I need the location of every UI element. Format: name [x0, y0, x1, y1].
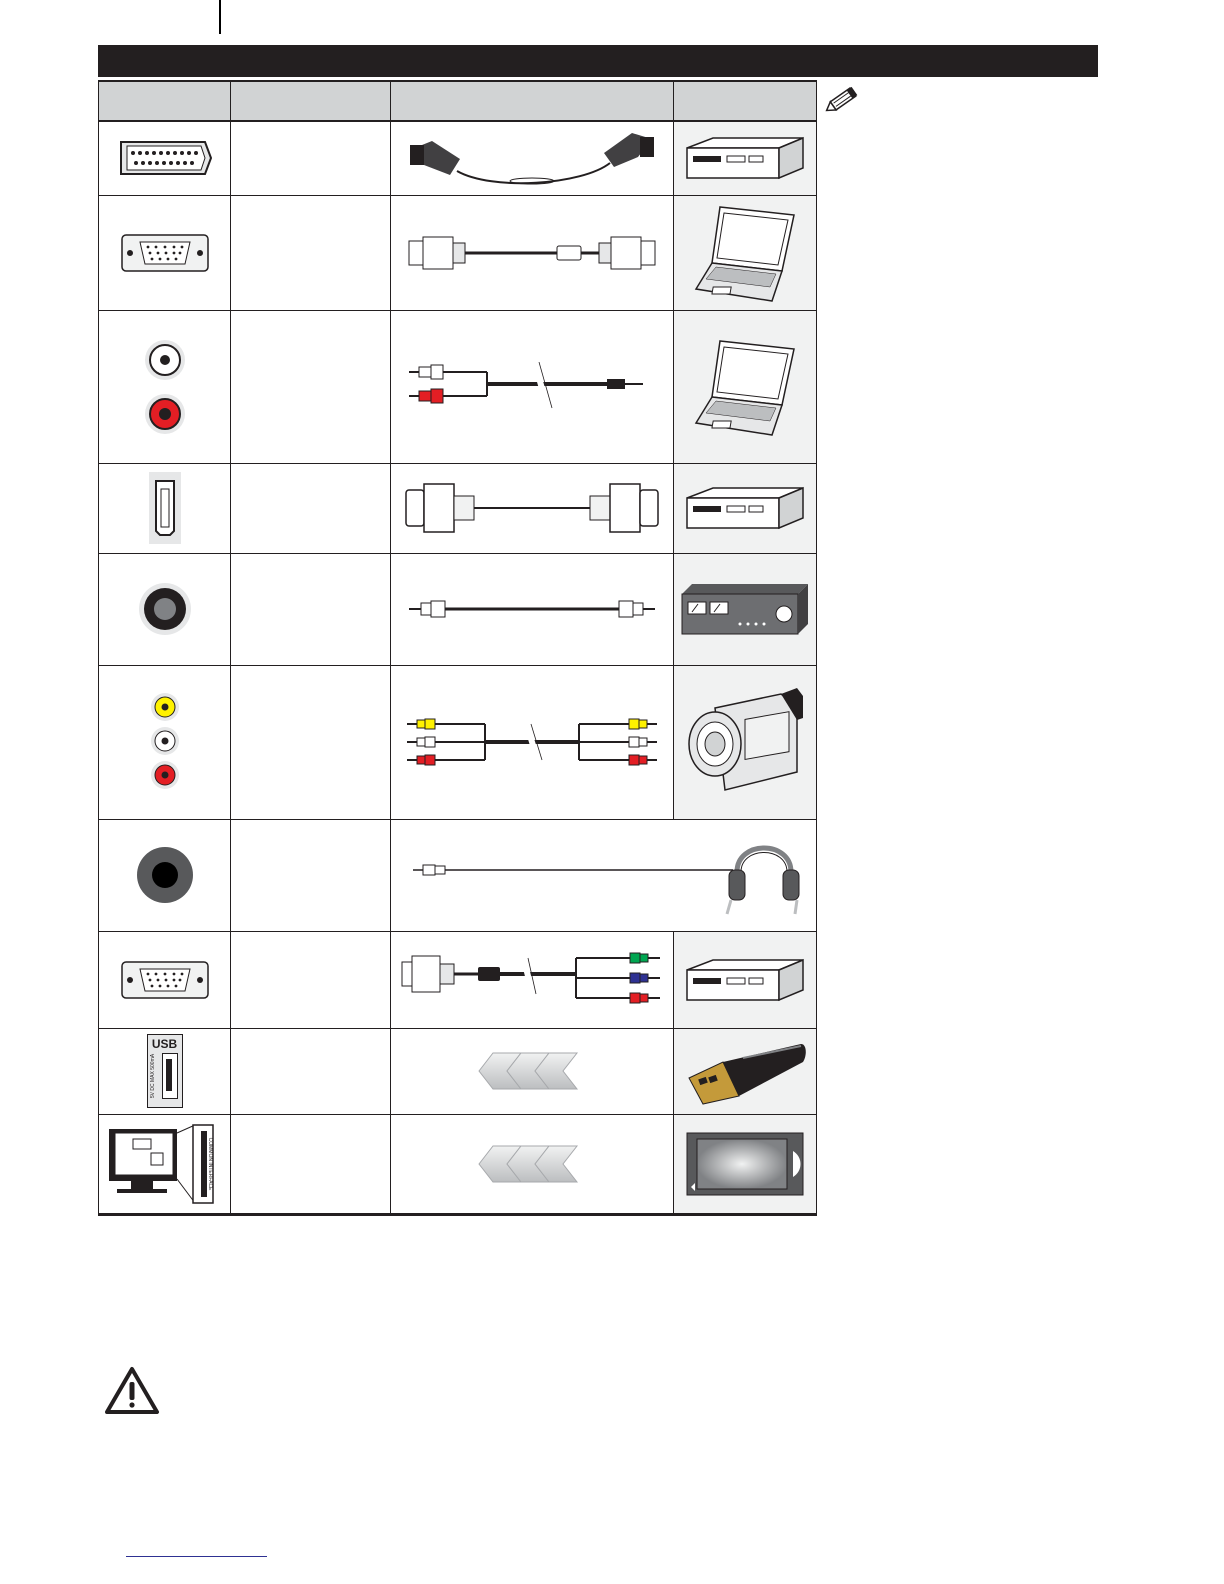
- av-cable-icon: [391, 665, 674, 819]
- type-cell: [231, 195, 391, 310]
- vga-cable-icon: [391, 195, 674, 310]
- top-rule: [219, 0, 221, 34]
- coaxial-cable-icon: [391, 553, 674, 665]
- video-recorder-icon: [674, 121, 817, 195]
- spdif-coaxial-socket-icon: [99, 553, 231, 665]
- table-row: [99, 310, 817, 463]
- header-type: [231, 81, 391, 121]
- ypbpr-cable-icon: [391, 931, 674, 1028]
- section-title-bar: [98, 45, 1098, 77]
- pencil-icon: [823, 82, 863, 116]
- laptop-icon: [674, 310, 817, 463]
- header-device: [674, 81, 817, 121]
- table-row: [99, 553, 817, 665]
- type-cell: [231, 1114, 391, 1214]
- camcorder-icon: [674, 665, 817, 819]
- connection-table: [98, 80, 817, 1216]
- type-cell: [231, 931, 391, 1028]
- usb-label: USB: [151, 1037, 178, 1051]
- audio-rca-white-red-socket-icon: [99, 310, 231, 463]
- usb-side-label: 5V DC MAX 500mA: [149, 1053, 156, 1099]
- type-cell: [231, 553, 391, 665]
- table-row: [99, 463, 817, 553]
- scart-socket-icon: [99, 121, 231, 195]
- type-cell: [231, 310, 391, 463]
- type-cell: [231, 819, 391, 931]
- table-header-row: [99, 81, 817, 121]
- ci-slot-icon: [99, 1114, 231, 1214]
- headphone-cable-icon: [391, 819, 817, 931]
- type-cell: [231, 121, 391, 195]
- ci-slot-label: COMMON INTERFACE: [206, 1137, 213, 1190]
- header-connector: [99, 81, 231, 121]
- audio-to-jack-cable-icon: [391, 310, 674, 463]
- insert-arrows-icon: [391, 1114, 674, 1214]
- vga-socket-icon: [99, 195, 231, 310]
- warning-triangle-icon: [104, 1366, 160, 1416]
- table-row: [99, 121, 817, 195]
- hdmi-cable-icon: [391, 463, 674, 553]
- type-cell: [231, 665, 391, 819]
- table-row: [99, 931, 817, 1028]
- table-row: [99, 665, 817, 819]
- usb-stick-icon: [674, 1028, 817, 1114]
- video-recorder-icon: [674, 463, 817, 553]
- vga-socket-icon: [99, 931, 231, 1028]
- table-row: [99, 1114, 817, 1214]
- header-cables: [391, 81, 674, 121]
- composite-av-socket-icon: [99, 665, 231, 819]
- usb-socket-icon: [99, 1028, 231, 1114]
- insert-arrows-icon: [391, 1028, 674, 1114]
- headphones-icon: [727, 848, 799, 914]
- headphone-socket-icon: [99, 819, 231, 931]
- footer-link-underline: [126, 1556, 267, 1557]
- type-cell: [231, 463, 391, 553]
- type-cell: [231, 1028, 391, 1114]
- section-title: [98, 52, 108, 69]
- table-row: [99, 1028, 817, 1114]
- table-row: [99, 819, 817, 931]
- scart-cable-icon: [391, 121, 674, 195]
- cam-module-icon: [674, 1114, 817, 1214]
- audio-amplifier-icon: [674, 553, 817, 665]
- hdmi-socket-icon: [99, 463, 231, 553]
- laptop-icon: [674, 195, 817, 310]
- video-recorder-icon: [674, 931, 817, 1028]
- table-row: [99, 195, 817, 310]
